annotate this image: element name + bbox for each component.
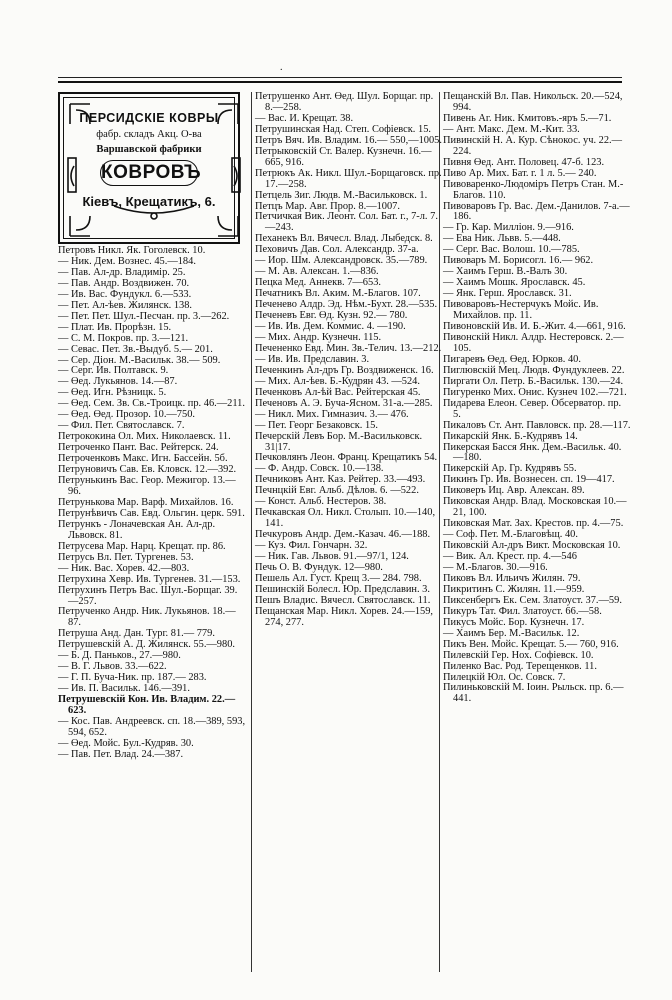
- directory-entry: Печеневъ Евг. Өд. Кузн. 92.— 780.: [255, 310, 408, 322]
- ad-subtitle-factory: Варшавской фабрики: [96, 144, 202, 155]
- directory-entry: Пивень Аг. Ник. Кмитовъ.-яръ 5.—71.: [443, 112, 612, 124]
- directory-entry: — Конст. Альб. Нестеров. 38.: [255, 496, 387, 508]
- directory-entry: — Пав. Ал-др. Владимір. 25.: [58, 266, 186, 278]
- directory-entry: Пикуръ Тат. Фил. Златоуст. 66.—58.: [443, 605, 602, 617]
- directory-entry: Пиксенбергъ Ек. Сем. Златоуст. 37.—59.: [443, 594, 622, 606]
- directory-entry: Пилецкій Юл. Ос. Совск. 7.: [443, 671, 566, 683]
- directory-entry: — Гр. Кар. Милліон. 9.—916.: [443, 222, 574, 234]
- directory-entry: Пиковская Андр. Влад. Московская 10.—21, 100.: [443, 496, 627, 519]
- directory-entry: Печенковъ Ал-ѣй Вас. Рейтерская 45.: [255, 386, 421, 398]
- directory-entry: Печерскій Левъ Бор. М.-Васильковск. 31|17.: [255, 430, 423, 453]
- directory-entry: — Ант. Макс. Дем. М.-Кит. 33.: [443, 123, 580, 135]
- ad-brand-word: КОВРОВЪ: [100, 160, 198, 186]
- directory-entry: Печеновъ А. Э. Буча-Ясном. 31-а.—285.: [255, 397, 433, 409]
- directory-entry: Пивоваровъ Гр. Вас. Дем.-Данилов. 7-а.—186.: [443, 200, 630, 223]
- directory-entry: Пеховичъ Дав. Сол. Александр. 37-а.: [255, 244, 419, 256]
- directory-entry: — Кос. Пав. Андреевск. сп. 18.—389, 593, 594, 652.: [58, 715, 246, 738]
- directory-entry: Пиргати Ол. Петр. Б.-Васильк. 130.—24.: [443, 375, 624, 387]
- top-mark: .: [280, 62, 283, 73]
- directory-entry: Петровъ Никл. Як. Гоголевск. 10.: [58, 245, 206, 256]
- directory-entry: Пиковская Мат. Зах. Крестов. пр. 4.—75.: [443, 518, 624, 530]
- directory-entry: — Вас. И. Крещат. 38.: [255, 112, 354, 124]
- directory-entry: Пивонскій Никл. Алдр. Нестеровск. 2.—105.: [443, 331, 624, 354]
- directory-column-left: [58, 92, 246, 761]
- directory-entry: Пивоваровъ-Нестерчукъ Мойс. Ив. Михайлов. пр. 11.: [443, 299, 599, 322]
- directory-entry: — Ив. П. Васильк. 146.—391.: [58, 683, 190, 695]
- directory-entry: Петрушевскій Кон. Ив. Владим. 22.—623.: [58, 694, 236, 717]
- ad-subtitle: фабр. складъ Акц. О-ва: [96, 129, 202, 140]
- directory-entry: Петрухина Хевр. Ив. Тургенев. 31.—153.: [58, 573, 241, 585]
- directory-entry: — Серг. Ив. Полтавск. 9.: [58, 365, 169, 377]
- directory-entry: — Ив. Вас. Фундукл. 6.—533.: [58, 288, 192, 300]
- header-rule-thin: [58, 77, 622, 78]
- directory-entry: Пиленко Вас. Род. Терещенков. 11.: [443, 660, 597, 672]
- directory-entry: Петрунькова Мар. Варф. Михайлов. 16.: [58, 496, 234, 508]
- directory-entry: — М.-Благов. 30.—916.: [443, 561, 548, 573]
- directory-entry: Пиковеръ Иц. Авр. Алексан. 89.: [443, 485, 585, 497]
- directory-entry: Петрусь Вл. Пет. Тургенев. 53.: [58, 551, 194, 563]
- directory-entry: Петруша Анд. Дан. Тург. 81.— 779.: [58, 628, 215, 640]
- directory-entry: Пивоваренко-Людоміръ Петръ Стан. М.-Благов. 110.: [443, 178, 624, 201]
- directory-entry: Пидарева Елеон. Север. Обсерватор. пр. 5.: [443, 397, 622, 420]
- directory-entry: Петроченко Пант. Вас. Рейтерск. 24.: [58, 442, 219, 454]
- directory-entry: — Янк. Герш. Ярославск. 31.: [443, 288, 572, 300]
- directory-entry: Печененко Евд. Мин. Зв.-Телич. 13.—212.: [255, 342, 442, 354]
- directory-entry: — Хаимъ Бер. М.-Васильк. 12.: [443, 627, 580, 639]
- directory-entry: Петрушевскій А. Д. Жилянск. 55.—980.: [58, 639, 235, 651]
- directory-entry: Пилевскій Гер. Нох. Софіевск. 10.: [443, 649, 594, 661]
- directory-entry: Пикусъ Мойс. Бор. Кузнечн. 17.: [443, 616, 585, 628]
- directory-entry: Пещанскій Вл. Пав. Никольск. 20.—524, 994.: [443, 91, 623, 113]
- directory-entry: Пигаревъ Өед. Өед. Юрков. 40.: [443, 353, 581, 365]
- directory-entry: Петроченковъ Макс. Игн. Бассейн. 5б.: [58, 453, 228, 465]
- directory-entry: Пивоновскій Ив. И. Б.-Жит. 4.—661, 916.: [443, 321, 626, 333]
- directory-entry: — Хаимъ Мошк. Ярославск. 45.: [443, 277, 586, 289]
- directory-entry: Пивоваръ М. Борисогл. 16.— 962.: [443, 255, 594, 267]
- directory-entry: Петруновичъ Сав. Ев. Кловск. 12.—392.: [58, 464, 237, 476]
- ad-address: Кiевъ, Крещатикъ, 6.: [82, 194, 216, 209]
- directory-entry: — В. Г. Львов. 33.—622.: [58, 661, 167, 673]
- directory-entry: — Пет. Ал-ѣев. Жилянск. 138.: [58, 299, 192, 311]
- directory-entry: — Пет. Пет. Шул.-Песчан. пр. 3.—262.: [58, 310, 230, 322]
- directory-entry: Пешинскій Болесл. Юр. Предславин. 3.: [255, 583, 430, 595]
- directory-entry: — Ник. Дем. Вознес. 45.—184.: [58, 255, 196, 267]
- directory-entry: — Куз. Фил. Гончарн. 32.: [255, 540, 368, 552]
- directory-entry: Петрученко Андр. Ник. Лукьянов. 18.—87.: [58, 606, 236, 629]
- directory-entry: Печнцкій Евг. Альб. Дѣлов. 6. —522.: [255, 485, 419, 497]
- directory-entry: Пикерскій Ар. Гр. Кудрявъ 55.: [443, 463, 577, 475]
- directory-entry: — Фил. Пет. Святославск. 7.: [58, 420, 185, 432]
- directory-entry: — М. Ав. Алексан. 1.—836.: [255, 266, 379, 278]
- directory-entry: Петрушенко Ант. Өед. Шул. Борщаг. пр. 8.—258.: [255, 91, 434, 113]
- directory-entry: Печкуровъ Андр. Дем.-Казач. 46.—188.: [255, 529, 431, 541]
- directory-entry: Печниковъ Ант. Каз. Рейтер. 33.—493.: [255, 474, 426, 486]
- directory-entry: Печковлянъ Леон. Франц. Крещатикъ 54.: [255, 452, 438, 464]
- carpet-advertisement: [58, 92, 240, 244]
- directory-entry: Печенево Алдр. Эд. Нѣм.-Бухт. 28.—535.: [255, 299, 438, 311]
- directory-entry: — Ив. Ив. Дем. Коммис. 4. —190.: [255, 321, 406, 333]
- directory-entry: Петрухинъ Петръ Вас. Шул.-Борщаг. 39.—257.: [58, 584, 238, 607]
- directory-entry: — Өед. Игн. Рѣзницк. 5.: [58, 387, 167, 399]
- directory-entry: Петръ Вяч. Ив. Владим. 16.— 550,—1005.: [255, 134, 442, 146]
- directory-entry: Петцель Зиг. Людв. М.-Васильковск. 1.: [255, 189, 428, 201]
- directory-entry: Петрушинская Над. Степ. Софіевск. 15.: [255, 123, 431, 135]
- directory-entry: Пикаловъ Ст. Ант. Павловск. пр. 28.—117.: [443, 419, 631, 431]
- directory-entry: Пикритинъ С. Жилян. 11.—959.: [443, 583, 585, 595]
- directory-entry: Пиковъ Вл. Ильичъ Жилян. 79.: [443, 572, 581, 584]
- directory-column-middle: [255, 92, 443, 629]
- directory-entry: — Ив. Ив. Предславин. 3.: [255, 353, 370, 365]
- directory-entry: Пецка Мед. Аннекв. 7—653.: [255, 277, 381, 289]
- directory-entry: Пиковскій Ал-дръ Викт. Московская 10.: [443, 540, 621, 552]
- directory-entry: Петчичкая Вик. Леонт. Сол. Бат. г., 7-л. 7.—243.: [255, 211, 438, 234]
- directory-entry: — Мих. Ал-ѣев. Б.-Кудрян 43. —524.: [255, 375, 420, 387]
- directory-entry: — Пав. Пет. Влад. 24.—387.: [58, 748, 184, 760]
- directory-entry: — Мих. Андр. Кузнечн. 115.: [255, 331, 382, 343]
- header-rule-thick: [58, 81, 622, 83]
- directory-entry: — Г. П. Буча-Ник. пр. 187.— 283.: [58, 672, 207, 684]
- directory-entry: — Вик. Ал. Крест. пр. 4.—546: [443, 551, 577, 563]
- directory-entry: — Ева Ник. Львв. 5.—448.: [443, 233, 561, 245]
- directory-entry: Пикинъ Гр. Ив. Вознесен. сп. 19—417.: [443, 474, 615, 486]
- directory-entry: Пикарскій Янк. Б.-Кудрявъ 14.: [443, 430, 578, 442]
- directory-entry: — Өед. Лукьянов. 14.—87.: [58, 376, 178, 388]
- directory-entry: — Никл. Мих. Гимназич. 3.— 476.: [255, 408, 409, 420]
- directory-entry: Пешель Ал. Густ. Крещ 3.— 284. 798.: [255, 572, 422, 584]
- entry-list: [58, 246, 246, 761]
- directory-entry: Петрыковскій Ст. Валер. Кузнечн. 16.—665, 916.: [255, 145, 432, 168]
- ad-title: ПЕРСИДСКIЕ КОВРЫ: [79, 111, 219, 125]
- directory-entry: Пивинскій Н. А. Кур. Сѣнокос. уч. 22.—224.: [443, 134, 623, 157]
- directory-entry: — Пав. Андр. Воздвижен. 70.: [58, 277, 190, 289]
- directory-entry: Петрококина Ол. Мих. Николаевск. 11.: [58, 431, 231, 443]
- directory-entry: — Ник. Вас. Хорев. 42.—803.: [58, 562, 190, 574]
- directory-entry: — Соф. Пет. М.-Благовѣщ. 40.: [443, 529, 578, 541]
- directory-entry: Петрюкъ Ак. Никл. Шул.-Борщаговск. пр. 17.—258.: [255, 167, 442, 190]
- directory-entry: — Б. Д. Паньков., 27.—980.: [58, 650, 181, 662]
- directory-entry: Печатникъ Вл. Аким. М.-Благов. 107.: [255, 288, 421, 300]
- directory-entry: Петрунькинъ Вас. Геор. Межигор. 13.—96.: [58, 475, 236, 497]
- directory-entry: — Иор. Шм. Александровск. 35.—789.: [255, 255, 428, 267]
- directory-entry: Пивня Өед. Ант. Половец. 47-б. 123.: [443, 156, 605, 168]
- directory-entry: Пиглювскій Мец. Людв. Фундуклеев. 22.: [443, 364, 625, 376]
- directory-entry: Печенкинъ Ал-дръ Гр. Воздвиженск. 16.: [255, 364, 434, 376]
- advertisement-frame: [63, 97, 235, 239]
- directory-entry: — Хаимъ Герш. В.-Валъ 30.: [443, 266, 568, 278]
- column-divider: [251, 92, 252, 972]
- directory-entry: — Ф. Андр. Совск. 10.—138.: [255, 463, 384, 475]
- directory-entry: Петцъ Мар. Авг. Прор. 8.—1007.: [255, 200, 400, 212]
- directory-entry: — Сер. Діон. М.-Васильк. 38.— 509.: [58, 354, 221, 366]
- directory-entry: Пещанская Мар. Никл. Хорев. 24.—159, 274, 277.: [255, 605, 434, 628]
- directory-entry: Печь О. В. Фундук. 12—980.: [255, 561, 383, 573]
- directory-entry: Петрункъ - Лоначевская Ан. Ал-др. Львовск. 81.: [58, 518, 216, 541]
- directory-entry: Пилиньковскій М. Іоин. Рыльск. пр. 6.—441.: [443, 682, 624, 705]
- directory-entry: — Серг. Вас. Волош. 10.—785.: [443, 244, 580, 256]
- directory-entry: Печкавская Ол. Никл. Столып. 10.—140, 141.: [255, 507, 436, 530]
- directory-entry: Пеханекъ Вл. Вячесл. Влад. Лыбедск. 8.: [255, 233, 433, 245]
- directory-entry: Пикерская Басся Янк. Дем.-Васильк. 40.—180.: [443, 441, 622, 464]
- directory-entry: Петрунѣвичъ Сав. Евд. Ольгин. церк. 591.: [58, 507, 245, 519]
- directory-entry: — Севас. Пет. Зв.-Выдуб. 5.— 201.: [58, 343, 213, 355]
- directory-entry: — Өед. Мойс. Бул.-Кудряв. 30.: [58, 737, 194, 749]
- directory-entry: — Плат. Ив. Прорѣзн. 15.: [58, 321, 172, 333]
- directory-entry: — С. М. Покров. пр. 3.—121.: [58, 332, 189, 344]
- directory-entry: — Ник. Гав. Львов. 91.—97/1, 124.: [255, 551, 409, 563]
- directory-entry: — Өед. Өед. Прозор. 10.—750.: [58, 409, 195, 421]
- entry-list: [443, 92, 631, 705]
- directory-entry: Пигуренко Мих. Онис. Кузнеч 102.—721.: [443, 386, 627, 398]
- directory-entry: Пиво Ар. Мих. Бат. г. 1 л. 5.— 240.: [443, 167, 597, 179]
- directory-entry: Пикъ Вен. Мойс. Крещат. 5.— 760, 916.: [443, 638, 619, 650]
- directory-column-right: [443, 92, 631, 705]
- directory-entry: Петрусева Мар. Нарц. Крещат. пр. 86.: [58, 540, 226, 552]
- entry-list: [255, 92, 443, 629]
- directory-entry: — Пет. Георг Безаковск. 15.: [255, 419, 378, 431]
- directory-entry: — Өед. Сем. Зв. Св.-Троицк. пр. 46.—211.: [58, 398, 245, 410]
- directory-entry: Пешъ Владис. Вячесл. Святославск. 11.: [255, 594, 431, 606]
